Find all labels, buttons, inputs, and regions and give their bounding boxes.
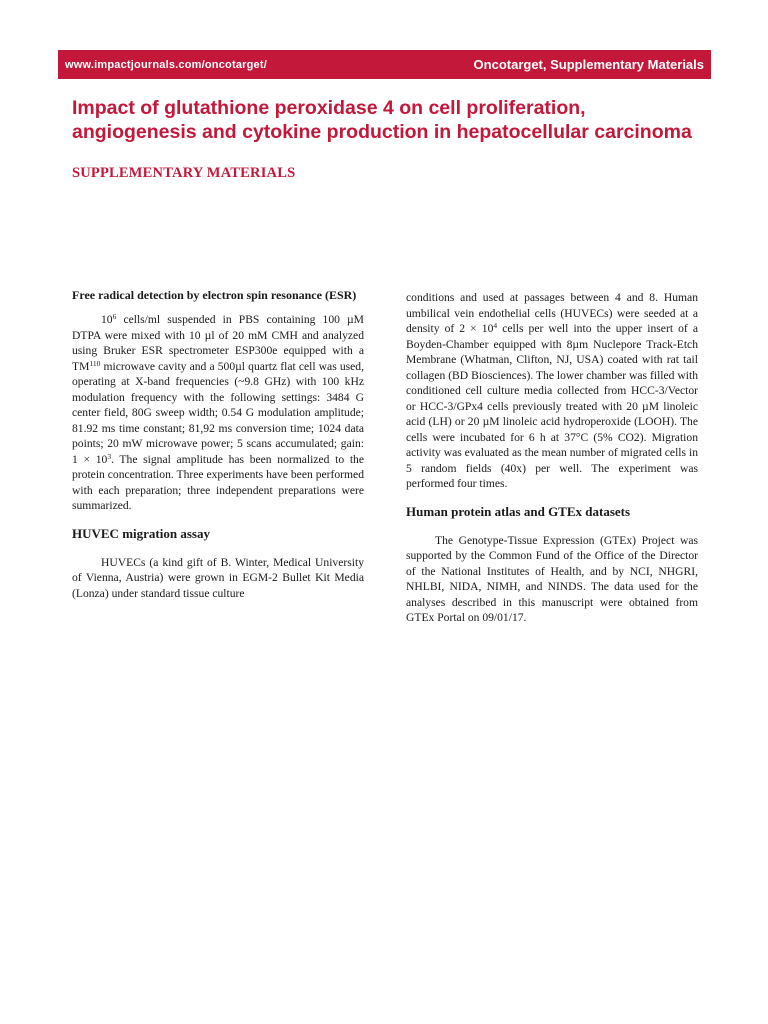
esr-paragraph bbox=[72, 312, 364, 514]
esr-text-part-3: microwave cavity and a 500µl quartz flat cell was used, operating at X-band frequencies (~9.8 GHz) with 100 kHz modulation frequency with the following settings: 3484 G center field, 80G sweep width; 0.54 G modulation amplitude; 81.92 ms time constant; 81,92 ms conversion time; 1024 data points; 20 mW microwave power; 5 scans accumulated; gain: 1 × 10 bbox=[72, 359, 364, 466]
esr-superscript-3: 3 bbox=[107, 451, 112, 461]
left-column bbox=[72, 288, 364, 601]
right-column bbox=[406, 290, 698, 626]
supplementary-heading: SUPPLEMENTARY MATERIALS bbox=[72, 165, 296, 181]
esr-superscript-2: 110 bbox=[89, 358, 101, 368]
esr-text-part-4: . The signal amplitude has been normalized to the protein concentration. Three experiments have been performed with each preparation; three independent preparations were summarized. bbox=[72, 452, 364, 512]
gtex-section-heading: Human protein atlas and GTEx datasets bbox=[406, 503, 631, 519]
huvec-superscript: 4 bbox=[493, 321, 498, 330]
journal-url-link[interactable]: www.impactjournals.com/oncotarget/ bbox=[65, 58, 267, 71]
huvec-paragraph-continued bbox=[406, 290, 698, 492]
esr-text-part-2: cells/ml suspended in PBS containing 100 µM DTPA were mixed with 10 µl of 20 mM CMH and analyzed using Bruker ESR spectrometer ESP300e equipped with a TM bbox=[72, 313, 364, 373]
huvec-section-heading: HUVEC migration assay bbox=[72, 525, 210, 541]
huvec-text-part-2: cells per well into the upper insert of a Boyden-Chamber equipped with 8µm Nuclepore Track-Etch Membrane (Whatman, Clifton, NJ, USA) coated with rat tail collagen (BD Biosciences). The lower chamber was filled with conditioned cell culture media collected from HCC-3/Vector or HCC-3/GPx4 cells previously treated with 20 µM linoleic acid (LH) or 20 µM linoleic acid hydroperoxide (LOOH). The cells were incubated for 6 h at 37°C (5% CO2). Migration activity was evaluated as the mean number of migrated cells in 5 random fields (40x) per well. The experiment was performed four times. bbox=[406, 322, 698, 490]
huvec-text-part-1: conditions and used at passages between 4 and 8. Human umbilical vein endothelial cells (HUVECs) were seeded at a density of 2 × 10 bbox=[406, 291, 698, 335]
journal-section-label: Oncotarget, Supplementary Materials bbox=[473, 57, 704, 72]
journal-header-bar bbox=[58, 50, 711, 79]
gtex-paragraph: The Genotype-Tissue Expression (GTEx) Project was supported by the Common Fund of the Office of the Director of the National Institutes of Health, and by NCI, NHGRI, NHLBI, NIDA, NIMH, and NINDS. The data used for the analyses described in this manuscript were obtained from GTEx Portal on 09/01/17. bbox=[406, 533, 698, 624]
esr-text-part-1: 10 bbox=[101, 313, 113, 326]
huvec-paragraph-start: HUVECs (a kind gift of B. Winter, Medical University of Vienna, Austria) were grown in EGM-2 Bullet Kit Media (Lonza) under standard tissue culture bbox=[72, 555, 364, 600]
article-title: Impact of glutathione peroxidase 4 on cell proliferation, angiogenesis and cytokine production in hepatocellular carcinoma bbox=[72, 97, 692, 143]
esr-section-heading: Free radical detection by electron spin resonance (ESR) bbox=[72, 288, 357, 302]
esr-superscript-1: 6 bbox=[112, 312, 117, 321]
